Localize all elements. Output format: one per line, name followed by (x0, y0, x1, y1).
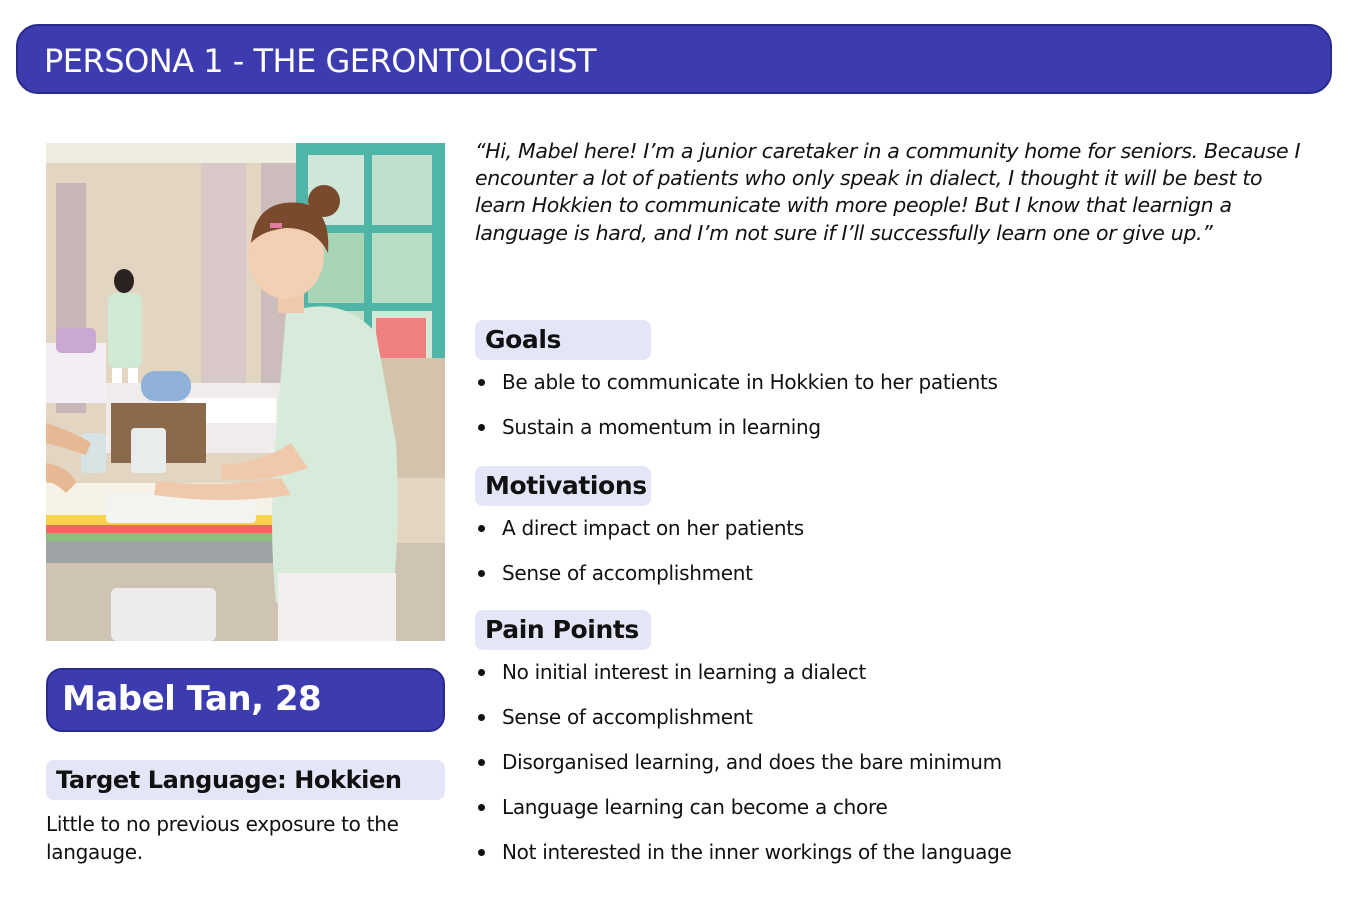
list-item: Not interested in the inner workings of the language (475, 840, 1011, 885)
motivations-heading: Motivations (485, 471, 647, 500)
list-item: A direct impact on her patients (475, 516, 804, 561)
persona-photo-illustration (46, 143, 445, 641)
pain-points-list (475, 660, 1011, 885)
target-language-description: Little to no previous exposure to the langauge. (46, 812, 399, 864)
header-banner (16, 24, 1332, 94)
persona-name-banner (46, 668, 445, 732)
goals-heading-pill (475, 320, 651, 360)
target-language-pill (46, 760, 445, 800)
list-item: Be able to communicate in Hokkien to her patients (475, 370, 998, 415)
list-item: Sense of accomplishment (475, 561, 804, 606)
goals-list (475, 370, 998, 460)
list-item: No initial interest in learning a dialect (475, 660, 1011, 705)
list-item: Sense of accomplishment (475, 705, 1011, 750)
list-item: Sustain a momentum in learning (475, 415, 998, 460)
persona-photo (46, 143, 445, 641)
motivations-heading-pill (475, 466, 651, 506)
motivations-list (475, 516, 804, 606)
persona-quote: “Hi, Mabel here! I’m a junior caretaker in a community home for seniors. Because I encounter a lot of patients who only speak in dialect, I thought it will be best to learn Hokkien to communicate with more people! But I know that learnign a language is hard, and I’m not sure if I’ll successfully learn one or give up.” (475, 139, 1301, 245)
list-item: Language learning can become a chore (475, 795, 1011, 840)
pain-points-heading-pill (475, 610, 651, 650)
target-language-label: Target Language: Hokkien (56, 766, 402, 794)
persona-name: Mabel Tan, 28 (62, 679, 322, 719)
pain-points-heading: Pain Points (485, 615, 639, 644)
list-item: Disorganised learning, and does the bare minimum (475, 750, 1011, 795)
goals-heading: Goals (485, 325, 562, 354)
page-title: PERSONA 1 - THE GERONTOLOGIST (44, 42, 597, 80)
